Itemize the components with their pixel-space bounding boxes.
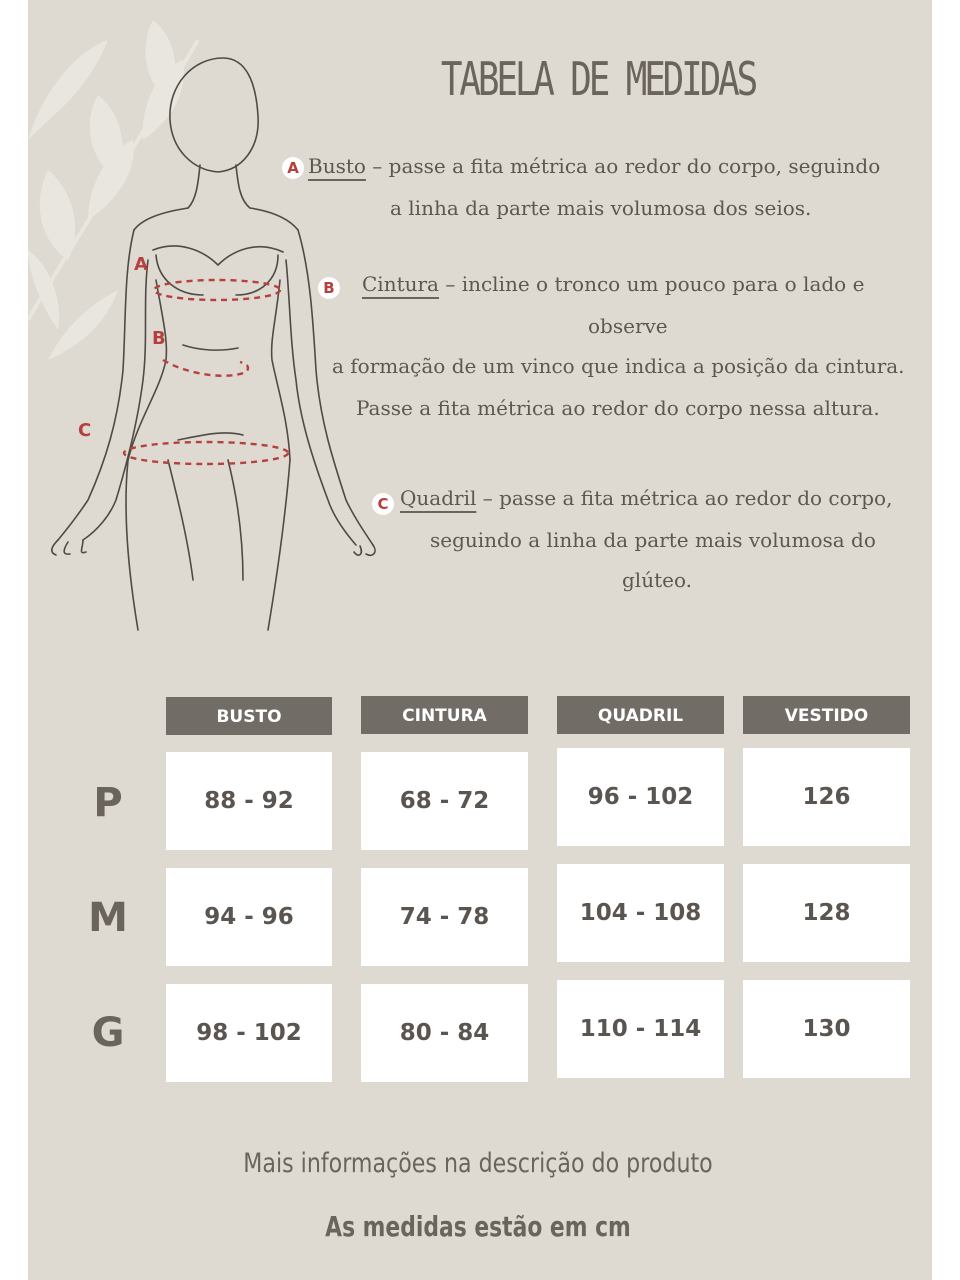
header-quadril: QUADRIL <box>557 696 724 734</box>
busto-badge: A <box>282 157 304 179</box>
busto-term: Busto <box>308 154 366 178</box>
cell-g-cintura: 80 - 84 <box>361 984 528 1082</box>
figure-label-b: B <box>152 328 166 349</box>
cintura-term: Cintura <box>362 272 439 296</box>
cell-m-vestido: 128 <box>743 864 910 962</box>
cintura-line-4: Passe a fita métrica ao redor do corpo nessa altura. <box>356 396 880 420</box>
busto-line-1: Busto – passe a fita métrica ao redor do corpo, seguindo <box>308 154 881 178</box>
header-busto: BUSTO <box>166 697 332 735</box>
cell-p-quadril: 96 - 102 <box>557 748 724 846</box>
cell-p-busto: 88 - 92 <box>166 752 332 850</box>
more-info-text: Mais informações na descrição do produto <box>243 1148 713 1179</box>
cell-g-vestido: 130 <box>743 980 910 1078</box>
cintura-line-3: a formação de um vinco que indica a posição da cintura. <box>332 354 905 378</box>
busto-line-2: a linha da parte mais volumosa dos seios. <box>390 196 812 220</box>
quadril-line-1: Quadril – passe a fita métrica ao redor do corpo, <box>400 486 893 510</box>
cell-m-busto: 94 - 96 <box>166 868 332 966</box>
header-vestido: VESTIDO <box>743 696 910 734</box>
cintura-line-1: Cintura – incline o tronco um pouco para o lado e <box>362 272 865 296</box>
header-cintura: CINTURA <box>361 696 528 734</box>
cell-m-quadril: 104 - 108 <box>557 864 724 962</box>
figure-label-a: A <box>134 254 148 275</box>
cintura-badge: B <box>318 277 340 299</box>
units-note: As medidas estão em cm <box>325 1210 631 1243</box>
quadril-badge: C <box>372 493 394 515</box>
cell-g-quadril: 110 - 114 <box>557 980 724 1078</box>
size-label-g: G <box>91 1010 125 1056</box>
size-label-p: P <box>93 780 123 826</box>
cell-m-cintura: 74 - 78 <box>361 868 528 966</box>
size-label-m: M <box>88 895 128 941</box>
cintura-line-2: observe <box>588 314 668 338</box>
cell-p-vestido: 126 <box>743 748 910 846</box>
quadril-line-2: seguindo a linha da parte mais volumosa do <box>430 528 876 552</box>
cell-g-busto: 98 - 102 <box>166 984 332 1082</box>
size-chart-sheet <box>28 0 932 1280</box>
figure-label-c: C <box>78 420 92 441</box>
quadril-term: Quadril <box>400 486 477 510</box>
cell-p-cintura: 68 - 72 <box>361 752 528 850</box>
body-sketch-icon <box>28 40 388 640</box>
quadril-line-3: glúteo. <box>622 568 692 592</box>
page-title: TABELA DE MEDIDAS <box>440 52 756 106</box>
